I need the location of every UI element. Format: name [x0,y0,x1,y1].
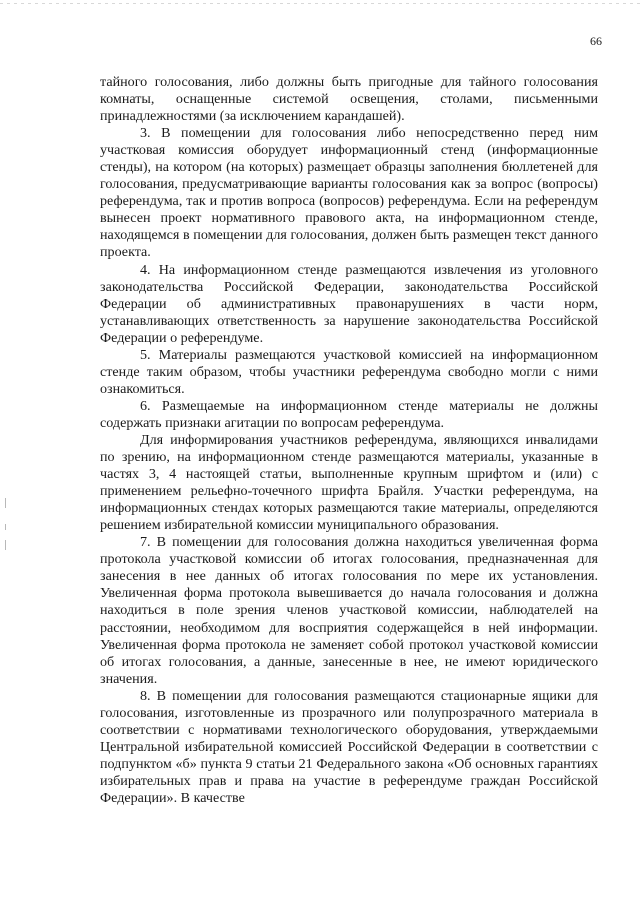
paragraph-item-5: 5. Материалы размещаются участковой комиссией на информационном стенде таким образом, чтобы участники референдума свободно могли с ними ознакомиться. [100,346,598,397]
paragraph-accessibility: Для информирования участников референдума, являющихся инвалидами по зрению, на информационном стенде размещаются материалы, указанные в частях 3, 4 настоящей статьи, выполненные крупным шрифтом и (или) с применением рельефно-точечного шрифта Брайля. Участки референдума, на информационных стендах которых размещаются такие материалы, определяются решением избирательной комиссии муниципального образования. [100,431,598,534]
scan-edge-line [0,3,640,4]
scan-margin-mark [5,540,6,550]
paragraph-continuation: тайного голосования, либо должны быть пригодные для тайного голосования комнаты, оснащенные системой освещения, столами, письменными принадлежностями (за исключением карандашей). [100,74,598,125]
paragraph-item-3: 3. В помещении для голосования либо непосредственно перед ним участковая комиссия оборудует информационный стенд (информационные стенды), на котором (на которых) размещает образцы заполнения бюллетеней для голосования, предусматривающие варианты голосования как за вопрос (вопросы) референдума, так и против вопроса (вопросов) референдума. Если на референдум вынесен проект нормативного правового акта, на информационном стенде, находящемся в помещении для голосования, должен быть размещен текст данного проекта. [100,125,598,261]
paragraph-item-6: 6. Размещаемые на информационном стенде материалы не должны содержать признаки агитации по вопросам референдума. [100,397,598,431]
paragraph-item-8: 8. В помещении для голосования размещаются стационарные ящики для голосования, изготовленные из прозрачного или полупрозрачного материала в соответствии с нормативами технологического оборудования, утверждаемыми Центральной избирательной комиссией Российской Федерации в соответствии с подпунктом «б» пункта 9 статьи 21 Федерального закона «Об основных гарантиях избирательных прав и права на участие в референдуме граждан Российской Федерации». В качестве [100,687,598,806]
scan-margin-mark [5,498,6,508]
scan-margin-mark [5,524,6,530]
document-body [100,74,598,807]
page-number: 66 [590,34,602,48]
paragraph-item-4: 4. На информационном стенде размещаются извлечения из уголовного законодательства Российской Федерации, законодательства Российской Федерации об административных правонарушениях в части норм, устанавливающих ответственность за нарушение законодательства Российской Федерации о референдуме. [100,261,598,346]
paragraph-item-7: 7. В помещении для голосования должна находиться увеличенная форма протокола участковой комиссии об итогах голосования, предназначенная для занесения в нее данных об итогах голосования по мере их установления. Увеличенная форма протокола вывешивается до начала голосования и должна находиться в поле зрения членов участковой комиссии, наблюдателей на расстоянии, необходимом для восприятия содержащейся в ней информации. Увеличенная форма протокола не заменяет собой протокол участковой комиссии об итогах голосования, а данные, занесенные в нее, не имеют юридического значения. [100,534,598,687]
